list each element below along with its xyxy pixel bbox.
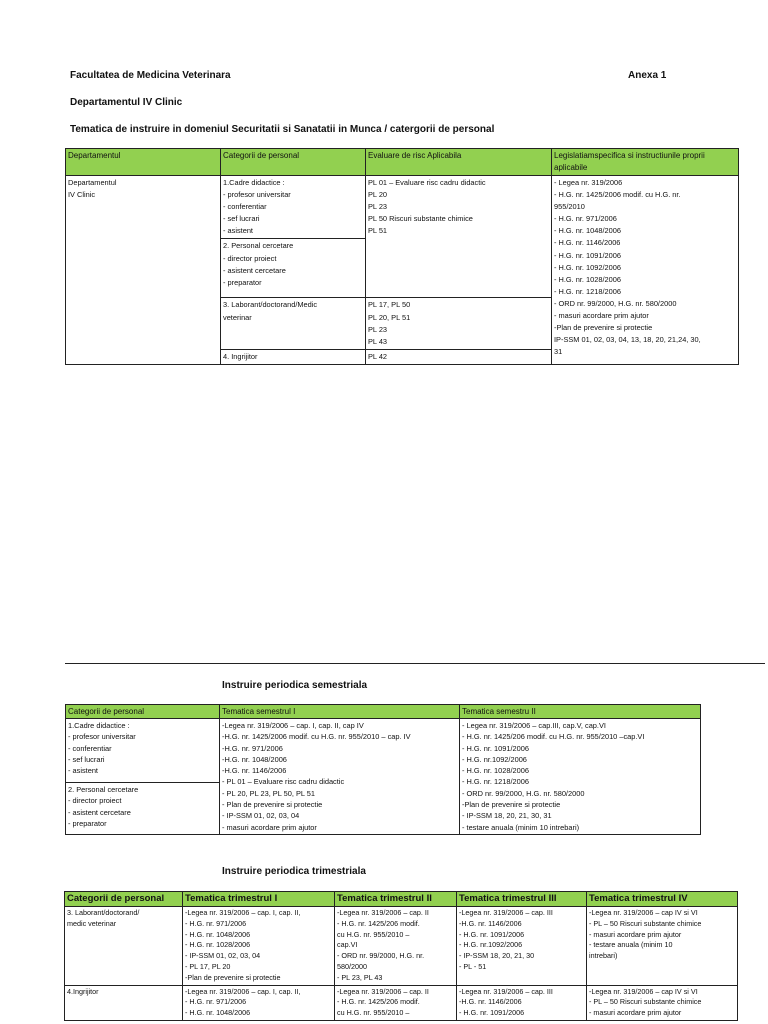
text-line: -H.G. nr. 1146/2006: [459, 918, 522, 928]
personnel-cell: [221, 239, 366, 298]
text-line: - H.G. nr. 1218/2006: [554, 286, 621, 296]
text-line: -Plan de prevenire si protectie: [462, 800, 561, 810]
text-line: - sef lucrari: [68, 754, 105, 764]
annex-label: Anexa 1: [628, 70, 667, 81]
text-line: PL 20: [368, 190, 388, 200]
column-header: Tematica semestru II: [460, 705, 701, 719]
text-line: PL 23: [368, 202, 388, 212]
text-line: medic veterinar: [67, 918, 117, 928]
text-line: - testare anuala (minim 10: [589, 940, 673, 950]
text-line: - H.G. nr.1092/2006: [459, 940, 523, 950]
table-row: [65, 907, 738, 986]
column-header: Categorii de personal: [221, 149, 366, 176]
text-line: 580/2000: [337, 961, 367, 971]
text-line: -H.G. nr. 1425/2006 modif. cu H.G. nr. 955/2010 – cap. IV: [222, 732, 411, 742]
text-line: -H.G. nr. 1048/2006: [222, 754, 287, 764]
quarter-3-cell: [457, 907, 587, 986]
text-line: - H.G. nr. 1091/2006: [459, 1008, 525, 1018]
table-header-row: [66, 149, 739, 176]
column-header: Tematica trimestrul I: [183, 892, 335, 907]
text-line: - testare anuala (minim 10 intrebari): [462, 822, 580, 832]
quarterly-training-table: [64, 891, 738, 1021]
text-line: - H.G. nr. 1091/2006: [459, 929, 525, 939]
text-line: - preparator: [68, 818, 107, 828]
text-line: cu H.G. nr. 955/2010 –: [337, 929, 410, 939]
text-line: -Legea nr. 319/2006 – cap. III: [459, 986, 553, 996]
text-line: - H.G. nr. 1425/206 modif.: [337, 918, 420, 928]
text-line: - conferentiar: [68, 743, 112, 753]
column-header: Evaluare de risc Aplicabila: [366, 149, 552, 176]
text-line: 4.Ingrijitor: [67, 986, 99, 996]
personnel-cell: [65, 985, 183, 1020]
column-header: Tematica trimestrul IV: [587, 892, 738, 907]
text-line: - PL 23, PL 43: [337, 972, 383, 982]
department-cell: [66, 176, 221, 365]
text-line: PL 17, PL 50: [368, 300, 411, 310]
quarter-4-cell: [587, 907, 738, 986]
text-line: Departamentul: [68, 178, 117, 187]
text-line: 3. Laborant/doctorand/: [67, 908, 140, 917]
personnel-cell: [65, 907, 183, 986]
text-line: - IP-SSM 01, 02, 03, 04: [222, 811, 300, 821]
semester-2-cell: [460, 719, 701, 835]
text-line: IP-SSM 01, 02, 03, 04, 13, 18, 20, 21,24, 30,: [554, 335, 701, 345]
quarter-1-cell: [183, 907, 335, 986]
text-line: - asistent: [223, 226, 253, 236]
text-line: - PL 17, PL 20: [185, 961, 231, 971]
text-line: IV Clinic: [68, 190, 96, 200]
text-line: 955/2010: [554, 202, 585, 212]
quarterly-section-title: Instruire periodica trimestriala: [222, 866, 366, 877]
text-line: - ORD nr. 99/2000, H.G. nr.: [337, 951, 425, 961]
text-line: - H.G. nr.1092/2006: [462, 754, 527, 764]
table-row: [65, 985, 738, 1020]
text-line: PL 51: [368, 226, 388, 236]
text-line: -Legea nr. 319/2006 – cap IV si VI: [589, 986, 698, 996]
text-line: 1.Cadre didactice :: [68, 721, 130, 730]
text-line: - asistent cercetare: [223, 265, 286, 275]
quarter-3-cell: [457, 985, 587, 1020]
text-line: PL 23: [368, 324, 388, 334]
text-line: - director proiect: [68, 796, 122, 806]
text-line: - conferentiar: [223, 202, 267, 212]
text-line: - masuri acordare prim ajutor: [554, 311, 649, 321]
semester-training-table: [65, 704, 701, 835]
text-line: - masuri acordare prim ajutor: [222, 822, 317, 832]
column-header: Tematica trimestrul III: [457, 892, 587, 907]
text-line: - H.G. nr. 1425/2006 modif. cu H.G. nr.: [554, 190, 681, 200]
text-line: - profesor universitar: [223, 190, 291, 200]
faculty-name: Facultatea de Medicina Veterinara: [70, 70, 231, 81]
column-header: Legislatiamspecifica si instructiunile proprii aplicabile: [552, 149, 739, 176]
legislation-cell: [552, 176, 739, 365]
column-header: Tematica semestrul I: [220, 705, 460, 719]
text-line: 2. Personal cercetare: [223, 241, 294, 251]
table-row: [66, 719, 701, 783]
text-line: - PL - 51: [459, 961, 487, 971]
text-line: -Legea nr. 319/2006 – cap. III: [459, 908, 553, 917]
text-line: -H.G. nr. 1146/2006: [222, 766, 287, 776]
text-line: -Legea nr. 319/2006 – cap IV si VI: [589, 908, 698, 917]
semester-1-cell: [220, 719, 460, 835]
semester-section-title: Instruire periodica semestriala: [222, 680, 368, 691]
text-line: - H.G. nr. 1048/2006: [185, 1008, 251, 1018]
text-line: - PL 01 – Evaluare risc cadru didactic: [222, 777, 345, 787]
page-separator: [65, 663, 765, 664]
text-line: - preparator: [223, 277, 262, 287]
text-line: -Legea nr. 319/2006 – cap. II: [337, 908, 429, 917]
quarter-2-cell: [335, 907, 457, 986]
text-line: - H.G. nr. 1091/2006: [462, 743, 529, 753]
text-line: - H.G. nr. 1048/2006: [185, 929, 251, 939]
text-line: -Legea nr. 319/2006 – cap. I, cap. II, cap IV: [222, 721, 364, 730]
text-line: - IP-SSM 18, 20, 21, 30: [459, 951, 535, 961]
text-line: - H.G. nr. 1146/2006: [554, 238, 621, 248]
text-line: intrebari): [589, 951, 618, 961]
department-name: Departamentul IV Clinic: [70, 97, 183, 108]
quarter-1-cell: [183, 985, 335, 1020]
text-line: - H.G. nr. 1425/206 modif.: [337, 997, 420, 1007]
text-line: -Plan de prevenire si protectie: [185, 972, 281, 982]
text-line: 31: [554, 347, 563, 357]
text-line: - H.G. nr. 1028/2006: [185, 940, 251, 950]
text-line: - Legea nr. 319/2006: [554, 178, 623, 187]
text-line: - H.G. nr. 1425/206 modif. cu H.G. nr. 955/2010 –cap.VI: [462, 732, 645, 742]
text-line: - PL 20, PL 23, PL 50, PL 51: [222, 788, 315, 798]
text-line: -Legea nr. 319/2006 – cap. I, cap. II,: [185, 986, 301, 996]
personnel-cell: [221, 176, 366, 239]
text-line: - H.G. nr. 1028/2006: [554, 274, 621, 284]
text-line: - H.G. nr. 971/2006: [185, 918, 247, 928]
text-line: 4. Ingrijitor: [223, 351, 258, 361]
text-line: - sef lucrari: [223, 214, 260, 224]
text-line: -Legea nr. 319/2006 – cap. II: [337, 986, 429, 996]
text-line: - H.G. nr. 1028/2006: [462, 766, 529, 776]
column-header: Departamentul: [66, 149, 221, 176]
text-line: - asistent: [68, 766, 98, 776]
personnel-cell: [221, 298, 366, 349]
text-line: - ORD nr. 99/2000, H.G. nr. 580/2000: [554, 298, 677, 308]
table-row: [66, 176, 739, 239]
text-line: - H.G. nr. 1048/2006: [554, 226, 621, 236]
personnel-cell: [66, 783, 220, 835]
text-line: - masuri acordare prim ajutor: [589, 1008, 682, 1018]
column-header: Categorii de personal: [66, 705, 220, 719]
personnel-cell: [221, 349, 366, 364]
text-line: - ORD nr. 99/2000, H.G. nr. 580/2000: [462, 788, 585, 798]
table-header-row: [65, 892, 738, 907]
text-line: - IP-SSM 18, 20, 21, 30, 31: [462, 811, 552, 821]
text-line: PL 42: [368, 351, 388, 361]
text-line: - PL – 50 Riscuri substante chimice: [589, 997, 702, 1007]
text-line: - profesor universitar: [68, 732, 136, 742]
risk-cell: [366, 349, 552, 364]
text-line: PL 01 – Evaluare risc cadru didactic: [368, 178, 486, 187]
text-line: -H.G. nr. 971/2006: [222, 743, 283, 753]
personnel-risk-table: [65, 148, 739, 365]
text-line: - H.G. nr. 971/2006: [554, 214, 617, 224]
text-line: - H.G. nr. 1092/2006: [554, 262, 621, 272]
text-line: PL 43: [368, 336, 388, 346]
text-line: - H.G. nr. 1091/2006: [554, 250, 621, 260]
text-line: - Legea nr. 319/2006 – cap.III, cap.V, cap.VI: [462, 721, 606, 730]
text-line: cap.VI: [337, 940, 358, 950]
table-header-row: [66, 705, 701, 719]
text-line: 2. Personal cercetare: [68, 785, 139, 795]
quarter-4-cell: [587, 985, 738, 1020]
quarter-2-cell: [335, 985, 457, 1020]
text-line: 3. Laborant/doctorand/Medic: [223, 300, 318, 310]
text-line: veterinar: [223, 312, 252, 322]
text-line: -Legea nr. 319/2006 – cap. I, cap. II,: [185, 908, 301, 917]
risk-cell: [366, 298, 552, 349]
text-line: - IP-SSM 01, 02, 03, 04: [185, 951, 261, 961]
text-line: -Plan de prevenire si protectie: [554, 323, 653, 333]
text-line: - H.G. nr. 1218/2006: [462, 777, 529, 787]
text-line: -H.G. nr. 1146/2006: [459, 997, 522, 1007]
risk-cell: [366, 176, 552, 298]
text-line: - masuri acordare prim ajutor: [589, 929, 682, 939]
text-line: 1.Cadre didactice :: [223, 178, 285, 187]
text-line: - H.G. nr. 971/2006: [185, 997, 247, 1007]
personnel-cell: [66, 719, 220, 783]
text-line: PL 50 Riscuri substante chimice: [368, 214, 473, 224]
text-line: - asistent cercetare: [68, 807, 131, 817]
text-line: - director proiect: [223, 253, 277, 263]
text-line: cu H.G. nr. 955/2010 –: [337, 1008, 410, 1018]
column-header: Tematica trimestrul II: [335, 892, 457, 907]
text-line: PL 20, PL 51: [368, 312, 411, 322]
topic-title: Tematica de instruire in domeniul Securitatii si Sanatatii in Munca / catergorii de personal: [70, 124, 495, 135]
column-header: Categorii de personal: [65, 892, 183, 907]
text-line: - PL – 50 Riscuri substante chimice: [589, 918, 702, 928]
text-line: - Plan de prevenire si protectie: [222, 800, 323, 810]
